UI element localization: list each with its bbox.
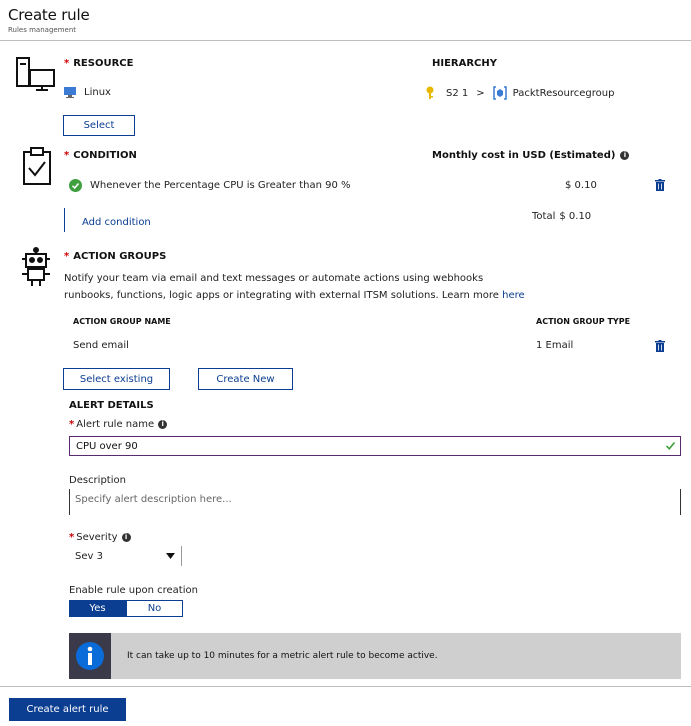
key-icon (424, 86, 436, 100)
chevron-down-icon (166, 551, 175, 562)
add-condition-accent (64, 208, 65, 232)
condition-row[interactable] (69, 179, 351, 192)
condition-cost: $ 0.10 (565, 180, 597, 191)
action-group-row-type: 1 Email (536, 340, 574, 351)
hierarchy-separator: > (476, 87, 485, 99)
description-label: Description (69, 475, 126, 486)
col-action-group-name: ACTION GROUP NAME (73, 317, 171, 326)
alert-rule-name-label: * Alert rule name i (69, 419, 167, 430)
check-circle-icon (69, 179, 82, 192)
select-existing-button[interactable]: Select existing (63, 368, 170, 390)
cost-heading: Monthly cost in USD (Estimated) i (432, 150, 629, 161)
info-icon[interactable]: i (620, 151, 629, 160)
clipboard-check-icon (22, 146, 52, 189)
hierarchy-path (424, 86, 614, 100)
resource-name: Linux (84, 86, 111, 98)
page-title: Create rule (8, 6, 90, 24)
resource-row (64, 86, 111, 98)
hierarchy-heading: HIERARCHY (432, 58, 498, 69)
vm-icon (64, 86, 76, 98)
valid-check-icon (665, 440, 676, 454)
select-resource-button[interactable]: Select (63, 115, 135, 136)
total-cost: Total $ 0.10 (532, 211, 592, 222)
action-groups-description-2: runbooks, functions, logic apps or integrating with external ITSM solutions. Learn more here (64, 290, 525, 301)
page-subtitle: Rules management (8, 26, 77, 34)
create-alert-rule-button[interactable]: Create alert rule (9, 698, 126, 721)
severity-label: * Severity i (69, 532, 131, 543)
info-circle-icon (75, 641, 105, 671)
info-banner-icon-box (69, 633, 111, 679)
computer-icon (14, 56, 56, 95)
delete-condition-icon[interactable] (655, 179, 665, 194)
resource-group-icon (493, 86, 507, 100)
alert-rule-name-input[interactable]: CPU over 90 (69, 436, 681, 456)
info-banner (69, 633, 681, 679)
resource-heading: * RESOURCE (64, 58, 134, 69)
condition-heading: * CONDITION (64, 150, 137, 161)
description-input[interactable]: Specify alert description here... (69, 489, 681, 515)
action-groups-description-1: Notify your team via email and text messages or automate actions using webhooks (64, 273, 484, 284)
delete-action-group-icon[interactable] (655, 340, 665, 355)
col-action-group-type: ACTION GROUP TYPE (536, 317, 631, 326)
header-divider (0, 40, 691, 41)
severity-dropdown[interactable]: Sev 3 (69, 546, 182, 566)
info-banner-text: It can take up to 10 minutes for a metric alert rule to become active. (127, 651, 438, 661)
add-condition-link[interactable]: Add condition (82, 217, 151, 228)
learn-more-link[interactable]: here (502, 290, 525, 301)
action-group-row-name: Send email (73, 340, 129, 351)
info-icon[interactable]: i (122, 533, 131, 542)
footer-divider (0, 686, 691, 687)
enable-no-toggle[interactable]: No (126, 600, 183, 617)
enable-yes-toggle[interactable]: Yes (69, 600, 126, 617)
condition-text: Whenever the Percentage CPU is Greater than 90 % (90, 180, 351, 191)
info-icon[interactable]: i (158, 420, 167, 429)
create-new-button[interactable]: Create New (198, 368, 293, 390)
subscription-label[interactable]: S2 1 (446, 87, 469, 99)
resource-group-label[interactable]: PacktResourcegroup (512, 87, 615, 99)
enable-rule-label: Enable rule upon creation (69, 585, 198, 596)
alert-details-heading: ALERT DETAILS (69, 400, 154, 411)
action-groups-heading: * ACTION GROUPS (64, 251, 167, 262)
robot-icon (18, 247, 54, 290)
